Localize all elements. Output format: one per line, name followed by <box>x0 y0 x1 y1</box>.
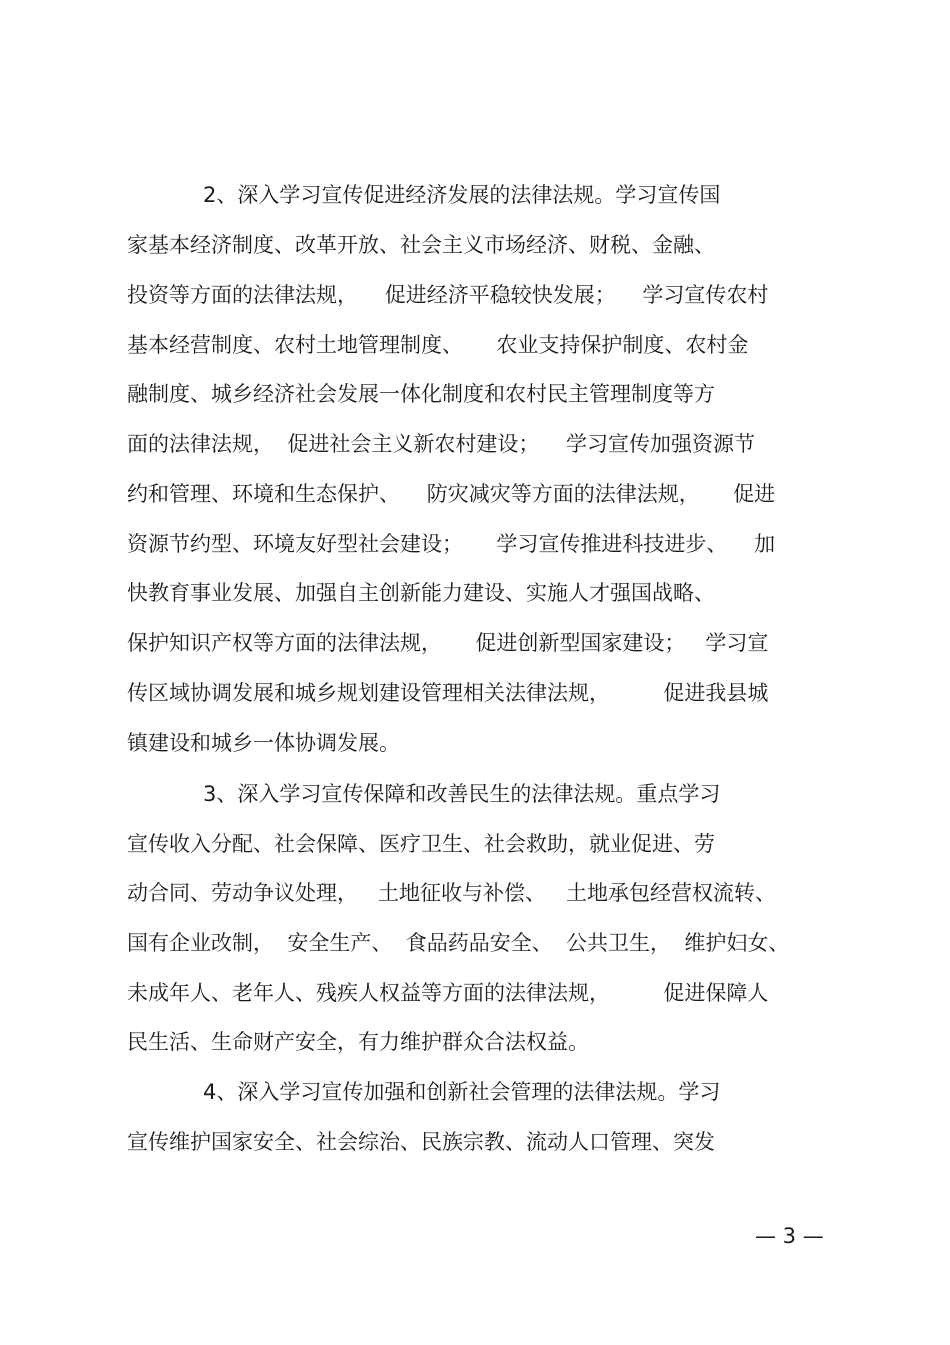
paragraph-4-line-2: 宣传维护国家安全、社会综治、民族宗教、流动人口管理、突发 <box>127 1130 715 1154</box>
paragraph-3-line-4: 国有企业改制， 安全生产、 食品药品安全、 公共卫生， 维护妇女、 <box>127 931 790 955</box>
paragraph-2-line-6: 面的法律法规， 促进社会主义新农村建设； 学习宣传加强资源节 <box>127 432 756 456</box>
paragraph-2-line-5: 融制度、城乡经济社会发展一体化制度和农村民主管理制度等方 <box>127 382 715 406</box>
paragraph-2-line-3: 投资等方面的法律法规， 促进经济平稳较快发展； 学习宣传农村 <box>127 283 769 307</box>
paragraph-2-line-4: 基本经营制度、农村土地管理制度、 农业支持保护制度、农村金 <box>127 333 749 357</box>
page-number: — 3 — <box>755 1224 824 1248</box>
paragraph-2-line-1: 2、深入学习宣传促进经济发展的法律法规。学习宣传国 <box>203 183 721 207</box>
paragraph-3-line-2: 宣传收入分配、社会保障、医疗卫生、社会救助，就业促进、劳 <box>127 832 715 856</box>
paragraph-3-line-5: 未成年人、老年人、残疾人权益等方面的法律法规， 促进保障人 <box>127 981 769 1005</box>
paragraph-3-line-1: 3、深入学习宣传保障和改善民生的法律法规。重点学习 <box>203 782 721 806</box>
paragraph-4-line-1: 4、深入学习宣传加强和创新社会管理的法律法规。学习 <box>203 1080 721 1104</box>
paragraph-2-line-7: 约和管理、环境和生态保护、 防灾减灾等方面的法律法规， 促进 <box>127 482 776 506</box>
paragraph-3-line-6: 民生活、生命财产安全，有力维护群众合法权益。 <box>127 1030 589 1054</box>
paragraph-2-line-12: 镇建设和城乡一体协调发展。 <box>127 731 400 755</box>
paragraph-2-line-8: 资源节约型、环境友好型社会建设； 学习宣传推进科技进步、 加 <box>127 532 776 556</box>
paragraph-2-line-11: 传区域协调发展和城乡规划建设管理相关法律法规， 促进我县城 <box>127 681 769 705</box>
paragraph-3-line-3: 动合同、劳动争议处理， 土地征收与补偿、 土地承包经营权流转、 <box>127 881 777 905</box>
paragraph-2-line-9: 快教育事业发展、加强自主创新能力建设、实施人才强国战略、 <box>127 581 715 605</box>
paragraph-2-line-10: 保护知识产权等方面的法律法规， 促进创新型国家建设； 学习宣 <box>127 631 769 655</box>
paragraph-2-line-2: 家基本经济制度、改革开放、社会主义市场经济、财税、金融、 <box>127 233 715 257</box>
